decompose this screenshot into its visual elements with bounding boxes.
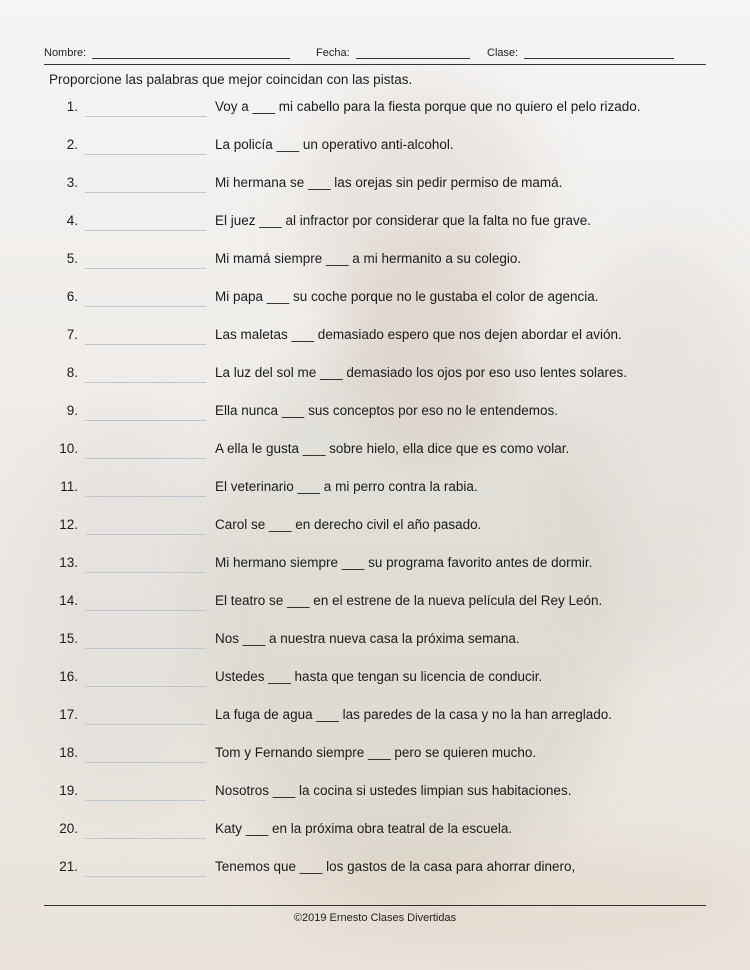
name-field[interactable] bbox=[44, 46, 290, 59]
question-row bbox=[0, 126, 750, 164]
question-clue: La policía ___ un operativo anti-alcohol. bbox=[215, 137, 454, 152]
answer-blank[interactable] bbox=[85, 762, 206, 763]
question-number: 19. bbox=[59, 783, 78, 798]
question-clue: Voy a ___ mi cabello para la fiesta porque que no quiero el pelo rizado. bbox=[215, 99, 641, 114]
question-clue: El juez ___ al infractor por considerar que la falta no fue grave. bbox=[215, 213, 591, 228]
date-field[interactable] bbox=[316, 46, 470, 59]
answer-blank[interactable] bbox=[85, 496, 206, 497]
answer-blank[interactable] bbox=[85, 686, 206, 687]
question-row bbox=[0, 696, 750, 734]
question-list bbox=[0, 88, 750, 886]
answer-blank[interactable] bbox=[85, 876, 206, 877]
question-number: 8. bbox=[66, 365, 78, 380]
answer-blank[interactable] bbox=[85, 800, 206, 801]
answer-blank[interactable] bbox=[85, 192, 206, 193]
answer-blank[interactable] bbox=[85, 648, 206, 649]
answer-blank[interactable] bbox=[85, 268, 206, 269]
question-number: 15. bbox=[59, 631, 78, 646]
question-row bbox=[0, 468, 750, 506]
question-number: 21. bbox=[59, 859, 78, 874]
question-row bbox=[0, 202, 750, 240]
question-number: 2. bbox=[66, 137, 78, 152]
class-label: Clase: bbox=[487, 47, 519, 59]
question-clue: Carol se ___ en derecho civil el año pasado. bbox=[215, 517, 482, 532]
answer-blank[interactable] bbox=[85, 154, 206, 155]
question-number: 6. bbox=[66, 289, 78, 304]
question-row bbox=[0, 734, 750, 772]
question-number: 5. bbox=[66, 251, 78, 266]
question-clue: Mi hermana se ___ las orejas sin pedir permiso de mamá. bbox=[215, 175, 563, 190]
question-row bbox=[0, 88, 750, 126]
date-label: Fecha: bbox=[316, 47, 350, 59]
question-row bbox=[0, 354, 750, 392]
question-number: 13. bbox=[59, 555, 78, 570]
name-label: Nombre: bbox=[44, 47, 87, 59]
question-clue: Tenemos que ___ los gastos de la casa para ahorrar dinero, bbox=[215, 859, 576, 874]
question-clue: Nos ___ a nuestra nueva casa la próxima semana. bbox=[215, 631, 520, 646]
question-row bbox=[0, 506, 750, 544]
class-field[interactable] bbox=[487, 46, 674, 59]
answer-blank[interactable] bbox=[85, 116, 206, 117]
answer-blank[interactable] bbox=[85, 572, 206, 573]
question-clue: Katy ___ en la próxima obra teatral de la escuela. bbox=[215, 821, 513, 836]
question-clue: Nosotros ___ la cocina si ustedes limpian sus habitaciones. bbox=[215, 783, 572, 798]
class-blank[interactable] bbox=[524, 46, 674, 59]
question-row bbox=[0, 164, 750, 202]
question-number: 16. bbox=[59, 669, 78, 684]
question-row bbox=[0, 240, 750, 278]
question-number: 20. bbox=[59, 821, 78, 836]
question-row bbox=[0, 430, 750, 468]
answer-blank[interactable] bbox=[85, 420, 206, 421]
question-clue: Mi papa ___ su coche porque no le gustaba el color de agencia. bbox=[215, 289, 599, 304]
answer-blank[interactable] bbox=[85, 382, 206, 383]
question-row bbox=[0, 658, 750, 696]
question-number: 12. bbox=[59, 517, 78, 532]
question-number: 10. bbox=[59, 441, 78, 456]
question-clue: Ustedes ___ hasta que tengan su licencia de conducir. bbox=[215, 669, 543, 684]
answer-blank[interactable] bbox=[85, 344, 206, 345]
question-clue: El veterinario ___ a mi perro contra la rabia. bbox=[215, 479, 478, 494]
answer-blank[interactable] bbox=[85, 534, 206, 535]
question-number: 3. bbox=[66, 175, 78, 190]
question-clue: La luz del sol me ___ demasiado los ojos por eso uso lentes solares. bbox=[215, 365, 627, 380]
question-number: 11. bbox=[60, 479, 78, 494]
question-number: 14. bbox=[59, 593, 78, 608]
answer-blank[interactable] bbox=[85, 724, 206, 725]
question-row bbox=[0, 810, 750, 848]
question-clue: Mi hermano siempre ___ su programa favorito antes de dormir. bbox=[215, 555, 593, 570]
copyright-footer: ©2019 Ernesto Clases Divertidas bbox=[293, 912, 457, 924]
question-number: 17. bbox=[59, 707, 78, 722]
question-row bbox=[0, 620, 750, 658]
answer-blank[interactable] bbox=[85, 610, 206, 611]
question-clue: Las maletas ___ demasiado espero que nos dejen abordar el avión. bbox=[215, 327, 622, 342]
answer-blank[interactable] bbox=[85, 230, 206, 231]
answer-blank[interactable] bbox=[85, 838, 206, 839]
question-number: 18. bbox=[59, 745, 78, 760]
name-blank[interactable] bbox=[92, 46, 290, 59]
footer-divider bbox=[44, 905, 706, 906]
question-row bbox=[0, 392, 750, 430]
question-row bbox=[0, 848, 750, 886]
answer-blank[interactable] bbox=[85, 458, 206, 459]
question-number: 4. bbox=[66, 213, 78, 228]
question-number: 9. bbox=[66, 403, 78, 418]
question-row bbox=[0, 316, 750, 354]
question-number: 7. bbox=[66, 327, 78, 342]
question-clue: La fuga de agua ___ las paredes de la casa y no la han arreglado. bbox=[215, 707, 613, 722]
question-row bbox=[0, 544, 750, 582]
question-number: 1. bbox=[66, 99, 78, 114]
date-blank[interactable] bbox=[356, 46, 470, 59]
worksheet-header bbox=[44, 44, 706, 65]
answer-blank[interactable] bbox=[85, 306, 206, 307]
question-clue: Ella nunca ___ sus conceptos por eso no le entendemos. bbox=[215, 403, 558, 418]
question-row bbox=[0, 772, 750, 810]
question-clue: Tom y Fernando siempre ___ pero se quieren mucho. bbox=[215, 745, 537, 760]
question-clue: Mi mamá siempre ___ a mi hermanito a su colegio. bbox=[215, 251, 522, 266]
question-clue: A ella le gusta ___ sobre hielo, ella dice que es como volar. bbox=[215, 441, 570, 456]
instructions: Proporcione las palabras que mejor coincidan con las pistas. bbox=[49, 72, 413, 87]
question-row bbox=[0, 278, 750, 316]
question-row bbox=[0, 582, 750, 620]
question-clue: El teatro se ___ en el estrene de la nueva película del Rey León. bbox=[215, 593, 603, 608]
